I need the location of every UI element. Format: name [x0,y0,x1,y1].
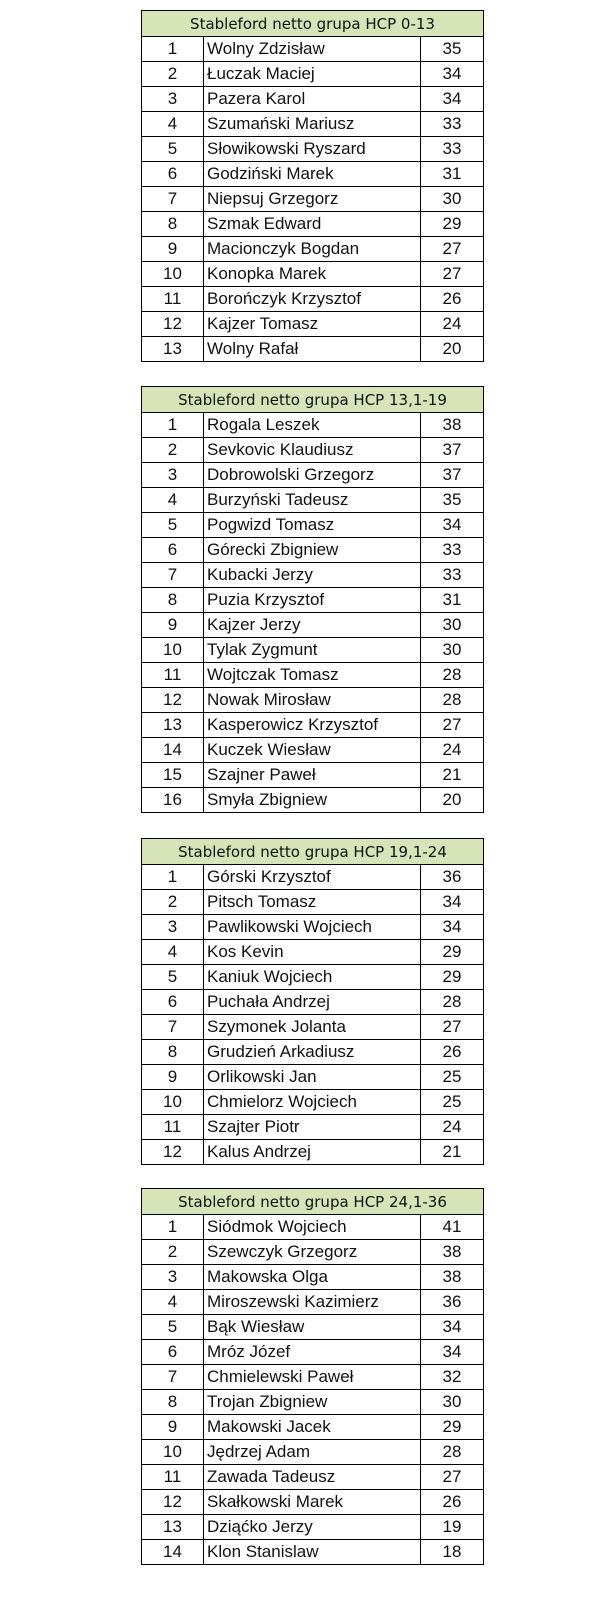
player-name-cell: Borończyk Krzysztof [204,287,421,312]
rank-cell: 11 [142,1465,204,1490]
rank-cell: 10 [142,262,204,287]
points-cell: 24 [421,312,484,337]
player-name-cell: Macionczyk Bogdan [204,237,421,262]
player-name-cell: Dziąćko Jerzy [204,1515,421,1540]
rank-cell: 9 [142,237,204,262]
points-cell: 38 [421,1240,484,1265]
player-name-cell: Szymonek Jolanta [204,1015,421,1040]
player-name-cell: Górecki Zbigniew [204,538,421,563]
table-row [142,1240,484,1265]
points-cell: 27 [421,713,484,738]
rank-cell: 15 [142,763,204,788]
points-cell: 27 [421,1465,484,1490]
table-row [142,1140,484,1165]
table-row [142,438,484,463]
points-cell: 18 [421,1540,484,1565]
results-group [141,838,483,1165]
table-row [142,1090,484,1115]
player-name-cell: Kuczek Wiesław [204,738,421,763]
rank-cell: 4 [142,112,204,137]
table-row [142,1415,484,1440]
player-name-cell: Łuczak Maciej [204,62,421,87]
player-name-cell: Nowak Mirosław [204,688,421,713]
points-cell: 35 [421,488,484,513]
points-cell: 30 [421,613,484,638]
points-cell: 33 [421,538,484,563]
table-row [142,713,484,738]
table-row [142,1515,484,1540]
player-name-cell: Puchała Andrzej [204,990,421,1015]
player-name-cell: Szmak Edward [204,212,421,237]
player-name-cell: Szajter Piotr [204,1115,421,1140]
points-cell: 33 [421,137,484,162]
rank-cell: 14 [142,1540,204,1565]
rank-cell: 11 [142,663,204,688]
points-cell: 32 [421,1365,484,1390]
rank-cell: 2 [142,62,204,87]
rank-cell: 3 [142,1265,204,1290]
points-cell: 34 [421,915,484,940]
rank-cell: 11 [142,1115,204,1140]
table-row [142,312,484,337]
rank-cell: 7 [142,1365,204,1390]
rank-cell: 9 [142,1065,204,1090]
table-row [142,1015,484,1040]
player-name-cell: Dobrowolski Grzegorz [204,463,421,488]
group-title: Stableford netto grupa HCP 19,1-24 [142,839,484,865]
player-name-cell: Wojtczak Tomasz [204,663,421,688]
rank-cell: 7 [142,563,204,588]
table-row [142,1265,484,1290]
player-name-cell: Pazera Karol [204,87,421,112]
rank-cell: 12 [142,688,204,713]
points-cell: 36 [421,1290,484,1315]
rank-cell: 13 [142,337,204,362]
table-row [142,990,484,1015]
rank-cell: 7 [142,187,204,212]
player-name-cell: Mróz Józef [204,1340,421,1365]
table-row [142,1465,484,1490]
points-cell: 38 [421,413,484,438]
table-row [142,212,484,237]
player-name-cell: Szumański Mariusz [204,112,421,137]
rank-cell: 1 [142,865,204,890]
player-name-cell: Kajzer Tomasz [204,312,421,337]
player-name-cell: Burzyński Tadeusz [204,488,421,513]
points-cell: 35 [421,37,484,62]
table-row [142,688,484,713]
player-name-cell: Skałkowski Marek [204,1490,421,1515]
points-cell: 37 [421,463,484,488]
table-row [142,1115,484,1140]
rank-cell: 8 [142,588,204,613]
rank-cell: 6 [142,1340,204,1365]
group-title-row [142,11,484,37]
points-cell: 24 [421,738,484,763]
table-row [142,538,484,563]
rank-cell: 2 [142,890,204,915]
results-table [141,838,484,1165]
player-name-cell: Trojan Zbigniew [204,1390,421,1415]
rank-cell: 3 [142,87,204,112]
points-cell: 29 [421,940,484,965]
player-name-cell: Zawada Tadeusz [204,1465,421,1490]
player-name-cell: Miroszewski Kazimierz [204,1290,421,1315]
group-title: Stableford netto grupa HCP 13,1-19 [142,387,484,413]
player-name-cell: Makowski Jacek [204,1415,421,1440]
rank-cell: 5 [142,137,204,162]
player-name-cell: Makowska Olga [204,1265,421,1290]
group-title-row [142,839,484,865]
rank-cell: 3 [142,915,204,940]
player-name-cell: Klon Stanislaw [204,1540,421,1565]
rank-cell: 10 [142,1440,204,1465]
player-name-cell: Chmielewski Paweł [204,1365,421,1390]
player-name-cell: Orlikowski Jan [204,1065,421,1090]
player-name-cell: Grudzień Arkadiusz [204,1040,421,1065]
player-name-cell: Pawlikowski Wojciech [204,915,421,940]
rank-cell: 9 [142,613,204,638]
rank-cell: 8 [142,1040,204,1065]
player-name-cell: Szewczyk Grzegorz [204,1240,421,1265]
player-name-cell: Kaniuk Wojciech [204,965,421,990]
rank-cell: 13 [142,1515,204,1540]
table-row [142,890,484,915]
rank-cell: 12 [142,1140,204,1165]
rank-cell: 4 [142,1290,204,1315]
player-name-cell: Kos Kevin [204,940,421,965]
points-cell: 33 [421,563,484,588]
table-row [142,1215,484,1240]
points-cell: 38 [421,1265,484,1290]
player-name-cell: Wolny Zdzisław [204,37,421,62]
points-cell: 41 [421,1215,484,1240]
player-name-cell: Bąk Wiesław [204,1315,421,1340]
rank-cell: 2 [142,438,204,463]
table-row [142,613,484,638]
points-cell: 26 [421,1490,484,1515]
points-cell: 33 [421,112,484,137]
table-row [142,112,484,137]
points-cell: 21 [421,1140,484,1165]
points-cell: 27 [421,262,484,287]
rank-cell: 4 [142,940,204,965]
points-cell: 30 [421,1390,484,1415]
table-row [142,463,484,488]
points-cell: 36 [421,865,484,890]
player-name-cell: Kubacki Jerzy [204,563,421,588]
points-cell: 21 [421,763,484,788]
rank-cell: 4 [142,488,204,513]
points-cell: 31 [421,588,484,613]
table-row [142,763,484,788]
rank-cell: 5 [142,965,204,990]
rank-cell: 8 [142,1390,204,1415]
results-table [141,10,484,362]
player-name-cell: Kajzer Jerzy [204,613,421,638]
points-cell: 34 [421,513,484,538]
player-name-cell: Wolny Rafał [204,337,421,362]
points-cell: 30 [421,187,484,212]
table-row [142,87,484,112]
player-name-cell: Słowikowski Ryszard [204,137,421,162]
table-row [142,37,484,62]
table-row [142,413,484,438]
table-row [142,1065,484,1090]
rank-cell: 1 [142,413,204,438]
table-row [142,865,484,890]
rank-cell: 13 [142,713,204,738]
results-table [141,386,484,813]
table-row [142,337,484,362]
points-cell: 34 [421,62,484,87]
table-row [142,588,484,613]
table-row [142,1315,484,1340]
player-name-cell: Szajner Paweł [204,763,421,788]
rank-cell: 7 [142,1015,204,1040]
points-cell: 28 [421,1440,484,1465]
points-cell: 34 [421,1340,484,1365]
points-cell: 37 [421,438,484,463]
points-cell: 28 [421,663,484,688]
rank-cell: 11 [142,287,204,312]
table-row [142,1440,484,1465]
table-row [142,1540,484,1565]
points-cell: 25 [421,1065,484,1090]
table-row [142,1040,484,1065]
player-name-cell: Puzia Krzysztof [204,588,421,613]
table-row [142,1340,484,1365]
group-title: Stableford netto grupa HCP 24,1-36 [142,1189,484,1215]
table-row [142,563,484,588]
table-row [142,965,484,990]
points-cell: 20 [421,337,484,362]
rank-cell: 5 [142,1315,204,1340]
player-name-cell: Tylak Zygmunt [204,638,421,663]
player-name-cell: Kasperowicz Krzysztof [204,713,421,738]
table-row [142,788,484,813]
group-title: Stableford netto grupa HCP 0-13 [142,11,484,37]
rank-cell: 10 [142,638,204,663]
results-group [141,1188,483,1565]
points-cell: 30 [421,638,484,663]
points-cell: 31 [421,162,484,187]
points-cell: 29 [421,212,484,237]
table-row [142,488,484,513]
rank-cell: 3 [142,463,204,488]
points-cell: 28 [421,688,484,713]
player-name-cell: Siódmok Wojciech [204,1215,421,1240]
rank-cell: 1 [142,37,204,62]
player-name-cell: Sevkovic Klaudiusz [204,438,421,463]
table-row [142,162,484,187]
rank-cell: 14 [142,738,204,763]
points-cell: 34 [421,890,484,915]
table-row [142,1290,484,1315]
table-row [142,287,484,312]
points-cell: 34 [421,1315,484,1340]
table-row [142,915,484,940]
points-cell: 26 [421,287,484,312]
points-cell: 27 [421,1015,484,1040]
table-row [142,1390,484,1415]
results-group [141,386,483,813]
rank-cell: 5 [142,513,204,538]
table-row [142,663,484,688]
table-row [142,1490,484,1515]
player-name-cell: Godziński Marek [204,162,421,187]
table-row [142,237,484,262]
player-name-cell: Niepsuj Grzegorz [204,187,421,212]
points-cell: 29 [421,965,484,990]
player-name-cell: Górski Krzysztof [204,865,421,890]
points-cell: 19 [421,1515,484,1540]
player-name-cell: Rogala Leszek [204,413,421,438]
rank-cell: 9 [142,1415,204,1440]
rank-cell: 12 [142,1490,204,1515]
group-title-row [142,387,484,413]
results-group [141,10,483,362]
points-cell: 25 [421,1090,484,1115]
rank-cell: 2 [142,1240,204,1265]
table-row [142,638,484,663]
points-cell: 26 [421,1040,484,1065]
points-cell: 29 [421,1415,484,1440]
table-row [142,940,484,965]
table-row [142,187,484,212]
player-name-cell: Pogwizd Tomasz [204,513,421,538]
player-name-cell: Chmielorz Wojciech [204,1090,421,1115]
player-name-cell: Smyła Zbigniew [204,788,421,813]
rank-cell: 6 [142,162,204,187]
table-row [142,1365,484,1390]
table-row [142,62,484,87]
group-title-row [142,1189,484,1215]
rank-cell: 1 [142,1215,204,1240]
table-row [142,738,484,763]
rank-cell: 16 [142,788,204,813]
rank-cell: 10 [142,1090,204,1115]
table-row [142,137,484,162]
points-cell: 20 [421,788,484,813]
player-name-cell: Konopka Marek [204,262,421,287]
player-name-cell: Pitsch Tomasz [204,890,421,915]
points-cell: 28 [421,990,484,1015]
points-cell: 24 [421,1115,484,1140]
points-cell: 27 [421,237,484,262]
rank-cell: 12 [142,312,204,337]
results-table [141,1188,484,1565]
player-name-cell: Jędrzej Adam [204,1440,421,1465]
rank-cell: 6 [142,538,204,563]
table-row [142,513,484,538]
points-cell: 34 [421,87,484,112]
table-row [142,262,484,287]
player-name-cell: Kalus Andrzej [204,1140,421,1165]
rank-cell: 6 [142,990,204,1015]
rank-cell: 8 [142,212,204,237]
